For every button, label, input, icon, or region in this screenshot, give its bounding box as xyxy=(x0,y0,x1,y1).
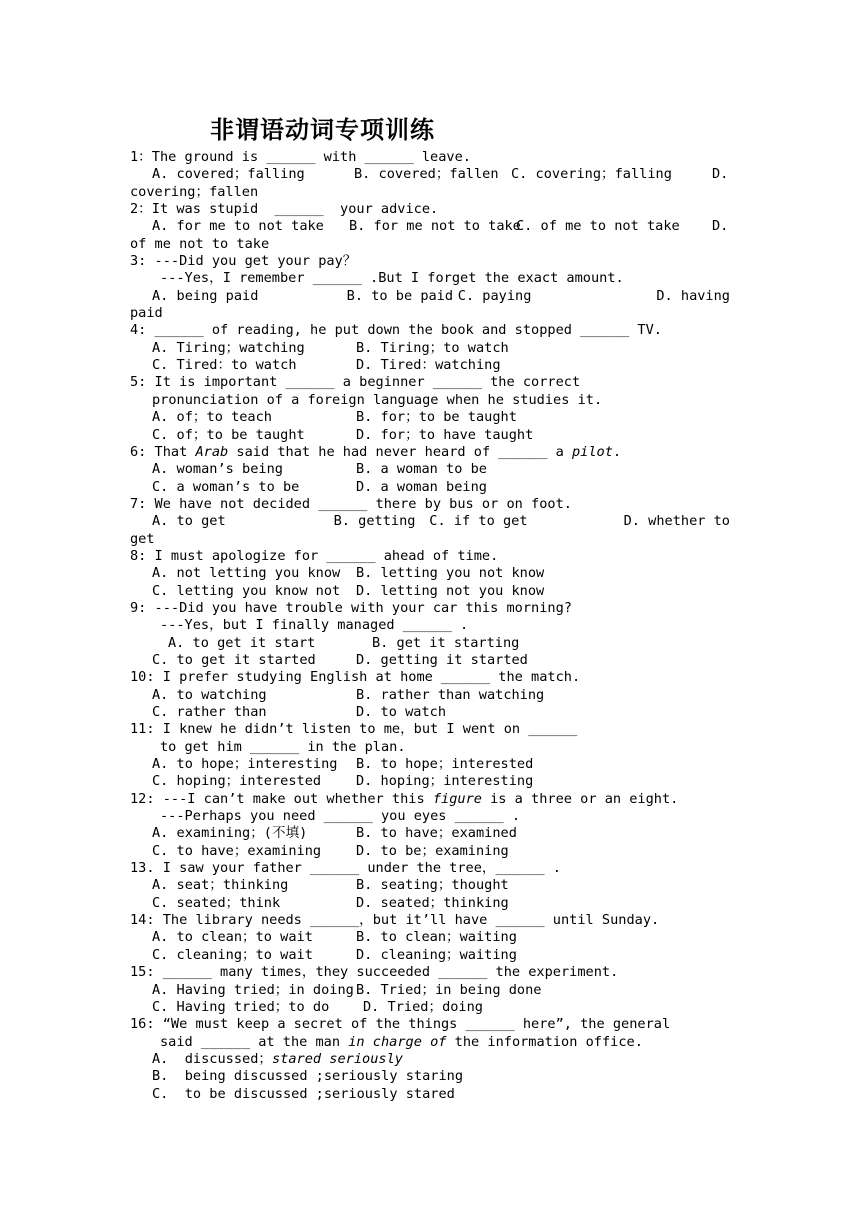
option-d: D. Tired：watching xyxy=(356,357,501,374)
option-a: A. to hope；interesting xyxy=(152,756,338,773)
question-13-options-row-1 xyxy=(130,877,730,894)
option-b: B. seating；thought xyxy=(356,877,509,894)
option-c: C. of；to be taught xyxy=(152,426,305,443)
option-a: A. to get it start xyxy=(168,634,316,651)
option-b: B. get it starting xyxy=(372,634,520,651)
option-b: B. being discussed ;seriously staring xyxy=(152,1068,463,1085)
question-6-stem xyxy=(130,444,730,461)
option-b: B. getting xyxy=(333,513,416,530)
question-6-options-row-1 xyxy=(130,461,730,478)
option-c: C. of me to not take xyxy=(516,218,680,235)
question-13-stem: 13. I saw your father ______ under the tree，______ . xyxy=(130,860,561,877)
option-a: A. not letting you know xyxy=(152,565,341,582)
stem-text: said ______ at the man xyxy=(160,1033,349,1050)
option-a: A. being paid xyxy=(152,287,259,304)
question-5-options-row-1 xyxy=(130,409,730,426)
option-d: D. xyxy=(712,166,729,183)
question-15-options-row-1 xyxy=(130,982,730,999)
question-10-options-row-2 xyxy=(130,704,730,721)
option-d-continued: paid xyxy=(130,305,163,322)
question-2-options xyxy=(130,218,730,235)
question-14-options-row-1 xyxy=(130,929,730,946)
question-5-options-row-2 xyxy=(130,427,730,444)
option-d: D. Tried；doing xyxy=(363,998,483,1015)
option-b: B. Tried；in being done xyxy=(356,981,542,998)
question-6-options-row-2 xyxy=(130,479,730,496)
question-4-options-row-2 xyxy=(130,357,730,374)
question-7-options xyxy=(130,513,730,530)
question-4-options-row-1 xyxy=(130,340,730,357)
option-a: A. Tiring；watching xyxy=(152,339,305,356)
question-3-reply: ---Yes，I remember ______ .But I forget the exact amount. xyxy=(160,270,624,287)
option-a: A. seat；thinking xyxy=(152,877,289,894)
option-a: A. woman’s being xyxy=(152,461,283,478)
stem-italic-word: figure xyxy=(432,790,482,807)
question-16-stem-continued xyxy=(130,1034,730,1051)
option-d: D. to watch xyxy=(356,704,447,720)
option-d: D. having xyxy=(656,287,730,304)
option-a: A. Having tried；in doing xyxy=(152,981,354,998)
option-c: C. seated；think xyxy=(152,894,281,911)
option-c: C. a woman’s to be xyxy=(152,478,300,495)
question-11-stem-continued: to get him ______ in the plan. xyxy=(160,738,406,755)
option-c: C. Tired：to watch xyxy=(152,357,297,374)
option-d: D. cleaning；waiting xyxy=(356,946,517,963)
page-title: 非谓语动词专项训练 xyxy=(210,116,435,144)
stem-italic-phrase: in charge of xyxy=(348,1033,447,1050)
option-c: C. to be discussed ;seriously stared xyxy=(152,1085,455,1102)
question-5-stem: 5: It is important ______ a beginner ______ the correct xyxy=(130,374,581,391)
question-9-stem: 9: ---Did you have trouble with your car this morning? xyxy=(130,599,572,616)
option-a: A. of；to teach xyxy=(152,409,272,426)
question-11-options-row-2 xyxy=(130,773,730,790)
question-2-stem: 2：It was stupid ______ your advice. xyxy=(130,201,439,218)
option-c: C. letting you know not xyxy=(152,582,341,599)
question-8-options-row-2 xyxy=(130,583,730,600)
option-d: D. letting not you know xyxy=(356,582,545,599)
stem-text: said that he had never heard of ______ a xyxy=(228,443,572,460)
question-15-stem: 15: ______ many times，they succeeded ______ the experiment. xyxy=(130,964,619,981)
stem-text: 6: That xyxy=(130,443,196,460)
stem-text: . xyxy=(612,443,622,460)
stem-italic-word: pilot xyxy=(571,443,613,460)
question-10-stem: 10: I prefer studying English at home ______ the match. xyxy=(130,669,581,686)
question-15-options-row-2 xyxy=(130,999,730,1016)
option-b: B. for me not to take xyxy=(349,218,521,235)
option-c: C. to have；examining xyxy=(152,842,322,859)
option-c: C. paying xyxy=(457,287,532,304)
stem-text: the information office. xyxy=(446,1033,643,1050)
question-12-reply: ---Perhaps you need ______ you eyes ______ . xyxy=(160,808,521,825)
option-c: C. if to get xyxy=(429,513,528,530)
question-7-stem: 7: We have not decided ______ there by bus or on foot. xyxy=(130,495,572,512)
question-16-stem: 16: “We must keep a secret of the things ______ here”, the general xyxy=(130,1016,671,1033)
option-b: B. Tiring；to watch xyxy=(356,339,509,356)
option-b: B. to hope；interested xyxy=(356,756,534,773)
question-list xyxy=(130,149,730,1103)
option-c: C. hoping；interested xyxy=(152,773,322,790)
option-b: B. for；to be taught xyxy=(356,409,517,426)
option-d-continued: get xyxy=(130,530,155,547)
stem-text: 12: ---I can’t make out whether this xyxy=(130,790,433,807)
option-c: C. covering；falling xyxy=(511,166,672,183)
question-3-stem: 3: ---Did you get your pay？ xyxy=(130,253,357,270)
question-1-stem: 1：The ground is ______ with ______ leave. xyxy=(130,149,471,165)
question-1-options xyxy=(130,166,730,183)
question-14-options-row-2 xyxy=(130,947,730,964)
question-11-stem: 11: I knew he didn’t listen to me，but I went on ______ xyxy=(130,721,578,738)
question-5-stem-continued: pronunciation of a foreign language when he studies it. xyxy=(152,391,603,408)
option-a: A. to clean；to wait xyxy=(152,929,313,946)
stem-italic-word: Arab xyxy=(195,443,229,460)
question-9-options-row-1 xyxy=(130,635,730,652)
option-d: D. whether to xyxy=(623,513,730,530)
option-c: C. to get it started xyxy=(152,651,316,668)
option-c: C. Having tried；to do xyxy=(152,998,330,1015)
question-8-options-row-1 xyxy=(130,565,730,582)
option-a-text: A. discussed； xyxy=(152,1050,272,1067)
option-d-continued: of me not to take xyxy=(130,235,270,252)
option-c: C. rather than xyxy=(152,704,267,720)
question-10-options-row-1 xyxy=(130,687,730,704)
question-8-stem: 8: I must apologize for ______ ahead of time. xyxy=(130,547,499,564)
option-b: B. a woman to be xyxy=(356,461,487,478)
option-a-italic: stared seriously xyxy=(272,1050,403,1067)
option-d: D. seated；thinking xyxy=(356,894,509,911)
option-b: B. to be paid xyxy=(346,287,454,304)
option-d: D. hoping；interesting xyxy=(356,773,534,790)
question-12-stem xyxy=(130,791,730,808)
question-3-options xyxy=(130,288,730,305)
option-a: A. for me to not take xyxy=(152,218,324,235)
option-d-continued: covering；fallen xyxy=(130,183,259,200)
option-b: B. covered；fallen xyxy=(354,166,499,183)
option-d: D. for；to have taught xyxy=(356,426,534,443)
option-a: A. covered；falling xyxy=(152,166,305,183)
option-b: B. to clean；waiting xyxy=(356,929,517,946)
option-b: B. rather than watching xyxy=(356,686,545,703)
question-12-options-row-2 xyxy=(130,843,730,860)
option-a xyxy=(130,1051,730,1068)
option-d: D. getting it started xyxy=(356,651,528,668)
question-4-stem: 4: ______ of reading, he put down the book and stopped ______ TV. xyxy=(130,322,662,339)
question-14-stem: 14: The library needs ______，but it’ll have ______ until Sunday. xyxy=(130,912,660,929)
option-b: B. to have；examined xyxy=(356,825,517,842)
question-9-options-row-2 xyxy=(130,652,730,669)
stem-text: is a three or an eight. xyxy=(481,790,679,807)
option-c: C. cleaning；to wait xyxy=(152,946,313,963)
option-d: D. a woman being xyxy=(356,478,487,495)
question-9-reply: ---Yes，but I finally managed ______ . xyxy=(160,617,469,634)
option-b: B. letting you not know xyxy=(356,565,545,582)
option-a: A. examining；(不填) xyxy=(152,825,308,842)
question-13-options-row-2 xyxy=(130,895,730,912)
question-11-options-row-1 xyxy=(130,756,730,773)
option-a: A. to get xyxy=(152,513,226,530)
option-d: D. xyxy=(712,218,729,235)
option-a: A. to watching xyxy=(152,686,267,703)
option-d: D. to be；examining xyxy=(356,842,509,859)
question-12-options-row-1 xyxy=(130,825,730,842)
